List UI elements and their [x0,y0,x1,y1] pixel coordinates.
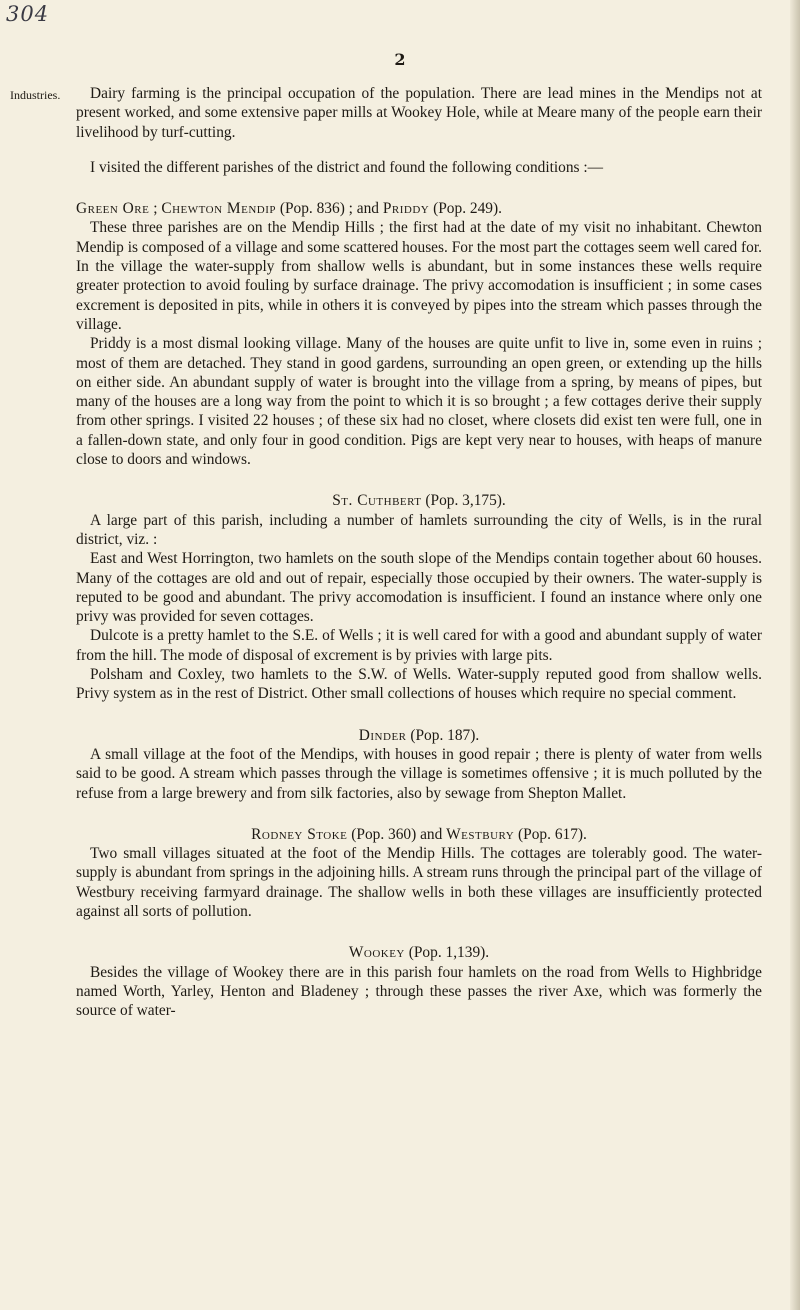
parish-name: St. Cuthbert [332,492,422,510]
population: (Pop. 836) ; and [275,200,383,218]
section-heading-dinder [76,726,762,745]
paragraph: These three parishes are on the Mendip Hills ; the first had at the date of my visit no inhabitant. Chewton Mendip is composed of a village and some scattered houses. For the most part the cottages seem well cared for. In the village the water-supply from shallow wells is abundant, but in some instances these wells require greater protection to avoid fouling by surface drainage. The privy accomodation is insufficient ; in some cases excrement is deposited in pits, while in others it is conveyed by pipes into the stream which passes through the village. [76,219,762,333]
paragraph: Two small villages situated at the foot of the Mendip Hills. The cottages are tolerably good. The water-supply is abundant from springs in the adjoining hills. A stream runs through the principal part of the village of Westbury receiving farmyard drainage. The shallow wells in both these villages are insufficiently protected against all sorts of pollution. [76,845,762,920]
paragraph-industries: Dairy farming is the principal occupation of the population. There are lead mines in the Mendips not at present worked, and some extensive paper mills at Wookey Hole, while at Meare many of the people earn their livelihood by turf-cutting. [76,85,762,141]
parish-name: Rodney Stoke [251,825,348,843]
parish-name: Wookey [348,944,405,962]
section-heading-st-cuthbert [76,491,762,510]
section-heading-green-ore [76,199,762,218]
population: (Pop. 249). [429,200,502,218]
paragraph: Besides the village of Wookey there are in this parish four hamlets on the road from Wells to Highbridge named Worth, Yarley, Henton and Bladeney ; through these passes the river Axe, which was formerly the source of water- [76,963,762,1020]
population: (Pop. 1,139). [404,944,490,962]
parish-name: Priddy [382,200,430,218]
page-edge-shadow [790,0,800,1310]
paragraph: Polsham and Coxley, two hamlets to the S.W. of Wells. Water-supply reputed good from shallow wells. Privy system as in the rest of District. Other small collections of houses which require no special comment. [76,666,762,703]
paragraph: A large part of this parish, including a number of hamlets surrounding the city of Wells, is in the rural district, viz. : [76,511,762,548]
population: (Pop. 187). [406,726,480,744]
margin-label: Industries. [10,88,61,102]
parish-name: Green Ore [76,200,150,218]
paragraph: Priddy is a most dismal looking village. Many of the houses are quite unfit to live in, some even in ruins ; most of them are detached. They stand in good gardens, surrounding an open green, or extending up the hills on either side. An abundant supply of water is brought into the village from a spring, by means of pipes, but many of the houses are a long way from the point to which it is so brought ; a few cottages derive their supply from other springs. I visited 22 houses ; of these six had no closet, where closets did exist ten were full, one in a fallen-down state, and only four in good condition. Pigs are kept very near to houses, with heaps of manure close to doors and windows. [76,335,762,469]
parish-name: Westbury [446,825,515,843]
heading-separator: ; [149,200,162,218]
paragraph: Dulcote is a pretty hamlet to the S.E. of Wells ; it is well cared for with a good and abundant supply of water from the hill. The mode of disposal of excrement is by privies with large pits. [76,627,762,664]
paragraph: A small village at the foot of the Mendips, with houses in good repair ; there is plenty of water from wells said to be good. A stream which passes through the village is sometimes offensive ; it is much polluted by the refuse from a large brewery and from silk factories, also by sewage from Shepton Mallet. [76,745,762,802]
population: (Pop. 3,175). [421,492,506,510]
parish-name: Chewton Mendip [161,200,276,218]
section-heading-rodney-stoke [76,825,762,844]
paragraph-conditions: I visited the different parishes of the district and found the following conditions :— [90,158,604,176]
page-number: 2 [394,50,406,69]
parish-name: Dinder [358,726,407,744]
paragraph: East and West Horrington, two hamlets on the south slope of the Mendips contain together about 60 houses. Many of the cottages are old and out of repair, especially those occupied by their owners. The water-supply is reputed to be good and abundant. The privy accomodation is insufficient. I found an instance where only one privy was provided for seven cottages. [76,550,762,626]
population: (Pop. 360) and [347,825,447,843]
body-text [76,84,762,1020]
population: (Pop. 617). [514,825,587,843]
handwritten-page-note: 304 [6,2,50,26]
section-heading-wookey [76,943,762,962]
